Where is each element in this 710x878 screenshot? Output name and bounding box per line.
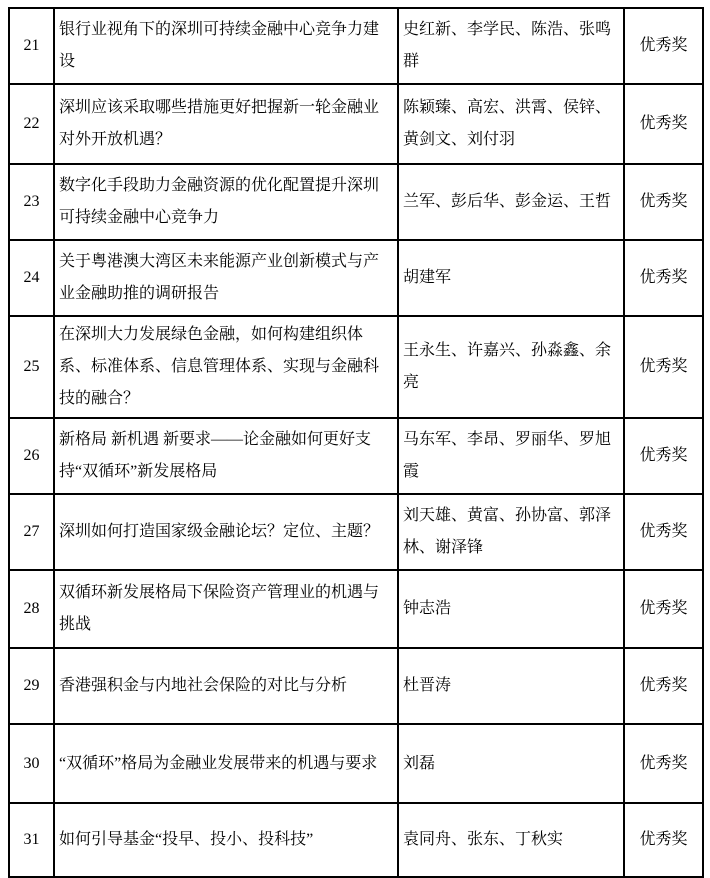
row-number: 25 [9,316,54,418]
table-row [9,724,703,803]
paper-title: 深圳应该采取哪些措施更好把握新一轮金融业对外开放机遇？ [54,84,398,164]
table-row [9,648,703,724]
row-number: 31 [9,803,54,877]
paper-title: 关于粤港澳大湾区未来能源产业创新模式与产业金融助推的调研报告 [54,240,398,316]
paper-title: 新格局 新机遇 新要求——论金融如何更好支持“双循环”新发展格局 [54,418,398,494]
award-label: 优秀奖 [624,570,703,648]
authors: 刘天雄、黄富、孙协富、郭泽林、谢泽锋 [398,494,624,570]
table-row [9,494,703,570]
authors: 王永生、许嘉兴、孙淼鑫、余亮 [398,316,624,418]
table-row [9,164,703,240]
document-page [8,7,704,878]
authors: 杜晋涛 [398,648,624,724]
row-number: 21 [9,8,54,84]
authors: 刘磊 [398,724,624,803]
paper-title: 双循环新发展格局下保险资产管理业的机遇与挑战 [54,570,398,648]
award-label: 优秀奖 [624,494,703,570]
paper-title: 深圳如何打造国家级金融论坛？定位、主题？ [54,494,398,570]
row-number: 30 [9,724,54,803]
authors: 钟志浩 [398,570,624,648]
table-row [9,570,703,648]
paper-title: “双循环”格局为金融业发展带来的机遇与要求 [54,724,398,803]
row-number: 28 [9,570,54,648]
awards-table [8,7,704,878]
row-number: 22 [9,84,54,164]
row-number: 29 [9,648,54,724]
paper-title: 在深圳大力发展绿色金融，如何构建组织体系、标准体系、信息管理体系、实现与金融科技的融合？ [54,316,398,418]
table-row [9,240,703,316]
award-label: 优秀奖 [624,84,703,164]
award-label: 优秀奖 [624,164,703,240]
paper-title: 如何引导基金“投早、投小、投科技” [54,803,398,877]
row-number: 23 [9,164,54,240]
award-label: 优秀奖 [624,240,703,316]
paper-title: 银行业视角下的深圳可持续金融中心竞争力建设 [54,8,398,84]
award-label: 优秀奖 [624,418,703,494]
authors: 兰军、彭后华、彭金运、王哲 [398,164,624,240]
table-row [9,8,703,84]
row-number: 26 [9,418,54,494]
award-label: 优秀奖 [624,648,703,724]
award-label: 优秀奖 [624,803,703,877]
award-label: 优秀奖 [624,724,703,803]
award-label: 优秀奖 [624,8,703,84]
award-label: 优秀奖 [624,316,703,418]
table-row [9,84,703,164]
row-number: 27 [9,494,54,570]
paper-title: 香港强积金与内地社会保险的对比与分析 [54,648,398,724]
table-row [9,418,703,494]
row-number: 24 [9,240,54,316]
authors: 马东军、李昂、罗丽华、罗旭霞 [398,418,624,494]
paper-title: 数字化手段助力金融资源的优化配置提升深圳可持续金融中心竞争力 [54,164,398,240]
authors: 史红新、李学民、陈浩、张鸣群 [398,8,624,84]
authors: 袁同舟、张东、丁秋实 [398,803,624,877]
authors: 胡建军 [398,240,624,316]
table-row [9,316,703,418]
table-row [9,803,703,877]
authors: 陈颖臻、高宏、洪霄、侯锌、黄剑文、刘付羽 [398,84,624,164]
